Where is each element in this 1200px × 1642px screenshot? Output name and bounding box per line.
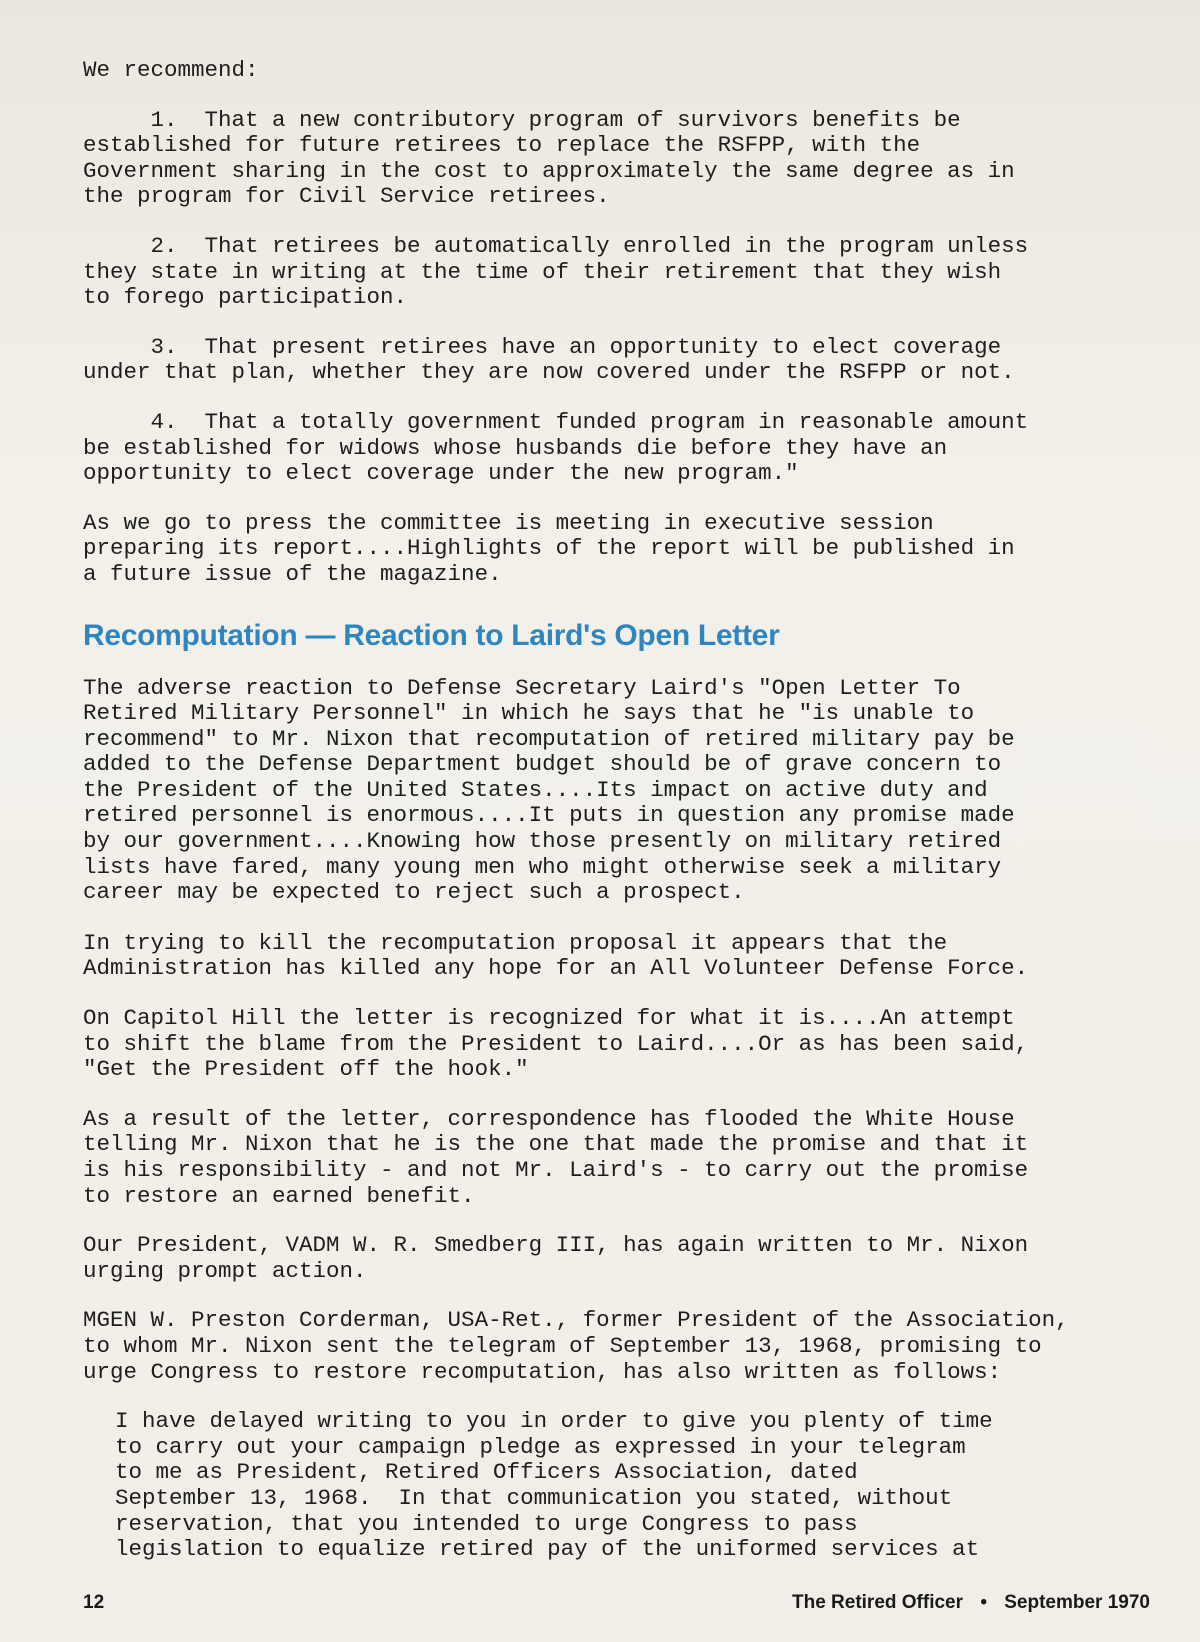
issue-date: September 1970 [1004,1592,1150,1613]
press-note: As we go to press the committee is meeting in executive session preparing its report....Highlights of the report will be published in a future issue of the magazine. [83,509,1015,587]
publication-line [792,1592,1150,1614]
page-number: 12 [83,1592,105,1613]
recommendation-1: 1. That a new contributory program of survivors benefits be established for future retirees to replace the RSFPP, with the Government sharing in the cost to approximately the same degree as in the program for Civil Service retirees. [83,106,1015,210]
section-heading: Recomputation — Reaction to Laird's Open Letter [83,618,780,652]
recommendation-2: 2. That retirees be automatically enrolled in the program unless they state in writing at the time of their retirement that they wish to forego participation. [83,232,1029,311]
recommendation-4: 4. That a totally government funded program in reasonable amount be established for widows whose husbands die before they have an opportunity to elect coverage under the new program." [83,408,1029,487]
recommendation-3: 3. That present retirees have an opportunity to elect coverage under that plan, whether they are now covered under the RSFPP or not. [83,333,1015,386]
page-body [83,58,1183,1563]
intro-text: We recommend: [83,57,259,83]
paragraph-adverse-reaction: The adverse reaction to Defense Secretary Laird's "Open Letter To Retired Military Personnel" in which he says that he "is unable to recommend" to Mr. Nixon that recomputation of retired military pay be added to the Defense Department budget should be of grave concern to the President of the United States....Its impact on active duty and retired personnel is enormous....It puts in question any promise made by our government....Knowing how those presently on military retired lists have fared, many young men who might otherwise seek a military career may be expected to reject such a prospect. [83,674,1015,906]
paragraph-capitol-hill: On Capitol Hill the letter is recognized for what it is....An attempt to shift the blame from the President to Laird....Or as has been said, "Get the President off the hook." [83,1005,1029,1083]
paragraph-white-house: As a result of the letter, correspondence has flooded the White House telling Mr. Nixon that he is the one that made the promise and that it is his responsibility - and not Mr. Laird's - to carry out the promise to restore an earned benefit. [83,1105,1029,1209]
paragraph-corderman: MGEN W. Preston Corderman, USA-Ret., former President of the Association, to whom Mr. Nixon sent the telegram of September 13, 1968, promising to urge Congress to restore recomputation, has also written as follows: [83,1307,1069,1385]
paragraph-smedberg: Our President, VADM W. R. Smedberg III, has again written to Mr. Nixon urging prompt action. [83,1232,1029,1284]
bullet-separator: • [980,1592,987,1613]
paragraph-volunteer-force: In trying to kill the recomputation proposal it appears that the Administration has killed any hope for an All Volunteer Defense Force. [83,929,1029,982]
quoted-letter: I have delayed writing to you in order to give you plenty of time to carry out your campaign pledge as expressed in your telegram to me as President, Retired Officers Association, dated September 13, 1968. In that communication you stated, without reservation, that you intended to urge Congress to pass legislation to equalize retired pay of the uniformed services at [115,1408,993,1563]
publication-title: The Retired Officer [791,1592,964,1613]
